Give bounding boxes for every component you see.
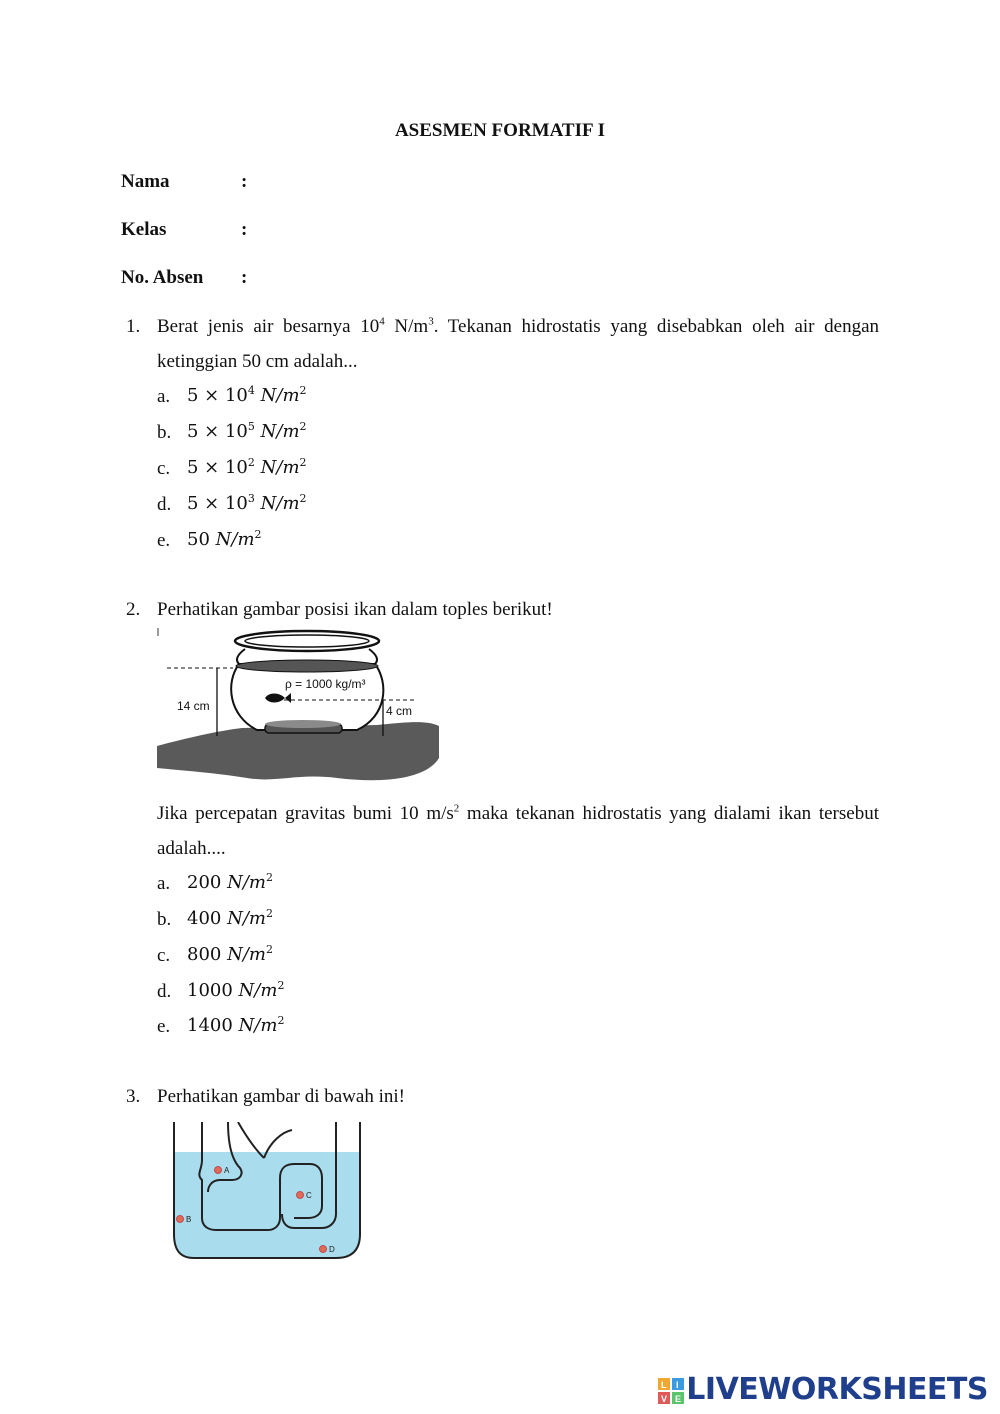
page-title: ASESMEN FORMATIF I — [394, 120, 606, 141]
q2-option-value[interactable] — [187, 944, 273, 965]
q1-option-letter[interactable]: e. — [157, 530, 171, 551]
q2-option-value[interactable] — [187, 980, 284, 1001]
question-3-number: 3. — [126, 1086, 141, 1107]
unit: N/m — [227, 908, 266, 929]
point-b-dot — [177, 1216, 184, 1223]
point-a-dot — [215, 1167, 222, 1174]
q1-option-value[interactable] — [187, 457, 307, 478]
q1-sup-1: 4 — [379, 315, 385, 328]
unit-exp: 2 — [277, 1014, 285, 1027]
q2-text-part: Jika percepatan gravitas bumi 10 m/s — [157, 803, 454, 824]
q2-option-value[interactable] — [187, 872, 273, 893]
unit: N/m — [215, 529, 255, 550]
exp: 3 — [247, 492, 255, 505]
point-d-dot — [320, 1246, 327, 1253]
question-2-followup-line2: adalah.... — [157, 838, 226, 859]
exp: 4 — [247, 384, 255, 397]
logo-letter: V — [661, 1393, 667, 1404]
q2-sup: 2 — [453, 802, 460, 815]
q1-option-letter[interactable]: b. — [157, 422, 172, 443]
fish-bowl-figure — [157, 628, 440, 786]
question-1-number: 1. — [126, 316, 141, 337]
unit-exp: 2 — [299, 456, 307, 469]
coef: 5 × 10 — [187, 457, 248, 478]
unit-exp: 2 — [265, 943, 273, 956]
liveworksheets-logo-text: LIVEWORKSHEETS — [686, 1372, 988, 1407]
vessel-figure — [160, 1122, 370, 1272]
point-c-dot — [297, 1192, 304, 1199]
water-surface — [236, 660, 378, 672]
unit-exp: 2 — [299, 384, 307, 397]
height-label: 14 cm — [177, 699, 210, 713]
unit: N/m — [227, 944, 266, 965]
q2-option-letter[interactable]: b. — [157, 909, 172, 930]
unit: N/m — [260, 421, 300, 442]
coef: 50 — [187, 529, 210, 550]
coef: 5 × 10 — [187, 421, 248, 442]
question-2-number: 2. — [126, 599, 141, 620]
depth-label: 4 cm — [386, 704, 413, 718]
question-1-text — [157, 316, 879, 338]
field-label-kelas: Kelas — [121, 219, 167, 240]
unit-exp: 2 — [299, 492, 307, 505]
field-label-nama: Nama — [121, 171, 170, 192]
liveworksheets-logo[interactable] — [658, 1372, 988, 1407]
q2-option-value[interactable] — [187, 908, 273, 929]
point-d-label: D — [329, 1245, 335, 1254]
logo-letter: L — [661, 1379, 667, 1390]
q2-option-value[interactable] — [187, 1015, 284, 1036]
q1-option-letter[interactable]: d. — [157, 494, 172, 515]
unit-exp: 2 — [254, 528, 262, 541]
unit-exp: 2 — [265, 907, 273, 920]
q2-option-letter[interactable]: c. — [157, 945, 171, 966]
coef: 5 × 10 — [187, 385, 248, 406]
question-3-text: Perhatikan gambar di bawah ini! — [157, 1086, 405, 1107]
q2-option-letter[interactable]: e. — [157, 1016, 171, 1037]
unit: N/m — [238, 1015, 278, 1036]
q2-option-letter[interactable]: a. — [157, 873, 171, 894]
unit: N/m — [260, 385, 300, 406]
value: 400 — [187, 908, 222, 929]
unit: N/m — [260, 457, 300, 478]
logo-letter: I — [676, 1379, 679, 1390]
value: 1000 — [187, 980, 233, 1001]
q1-option-letter[interactable]: c. — [157, 458, 171, 479]
question-2-text: Perhatikan gambar posisi ikan dalam toples berikut! — [157, 599, 553, 620]
coef: 5 × 10 — [187, 493, 248, 514]
q1-option-value[interactable] — [187, 421, 307, 442]
point-b-label: B — [186, 1215, 192, 1224]
q1-option-value[interactable] — [187, 385, 307, 406]
q1-text-part: N/m — [384, 316, 429, 337]
q1-sup-2: 3 — [428, 315, 434, 328]
q1-option-letter[interactable]: a. — [157, 386, 171, 407]
unit-exp: 2 — [265, 871, 273, 884]
unit: N/m — [260, 493, 300, 514]
logo-letter: E — [675, 1393, 681, 1404]
field-colon-kelas: : — [241, 219, 248, 240]
question-1-text-line2: ketinggian 50 cm adalah... — [157, 351, 358, 372]
q2-option-letter[interactable]: d. — [157, 981, 172, 1002]
value: 1400 — [187, 1015, 233, 1036]
q1-text-part: Berat jenis air besarnya 10 — [157, 316, 380, 337]
q1-option-value[interactable] — [187, 493, 307, 514]
point-a-label: A — [224, 1166, 230, 1175]
value: 800 — [187, 944, 222, 965]
unit-exp: 2 — [299, 420, 307, 433]
exp: 5 — [247, 420, 255, 433]
liveworksheets-logo-icon — [658, 1378, 684, 1404]
field-colon-absen: : — [241, 267, 248, 288]
exp: 2 — [247, 456, 255, 469]
unit: N/m — [227, 872, 266, 893]
value: 200 — [187, 872, 222, 893]
q1-option-value[interactable] — [187, 529, 262, 550]
question-2-followup — [157, 803, 879, 825]
density-label: ρ = 1000 kg/m³ — [285, 677, 366, 691]
unit-exp: 2 — [277, 979, 285, 992]
q2-text-part: maka tekanan hidrostatis yang dialami ikan tersebut — [459, 803, 879, 824]
field-colon-nama: : — [241, 171, 248, 192]
field-label-absen: No. Absen — [121, 267, 204, 288]
point-c-label: C — [306, 1191, 312, 1200]
q1-text-part: . Tekanan hidrostatis yang disebabkan oleh air dengan — [433, 316, 880, 337]
unit: N/m — [238, 980, 278, 1001]
